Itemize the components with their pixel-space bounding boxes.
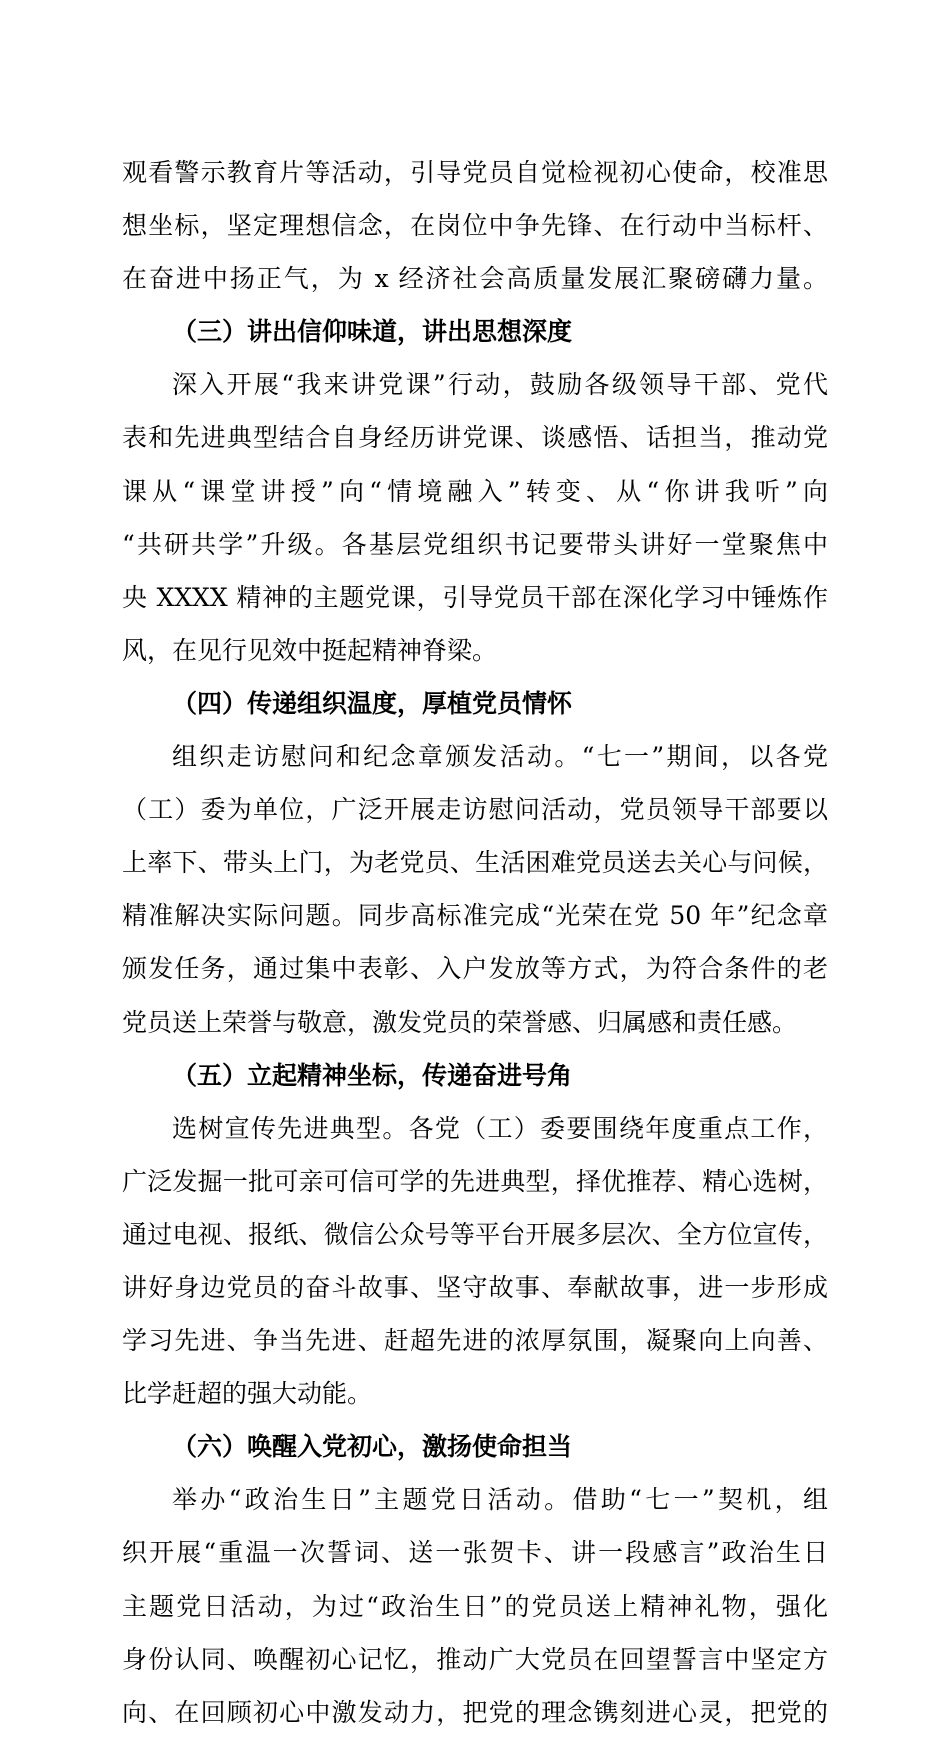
paragraph-line: 党员送上荣誉与敬意，激发党员的荣誉感、归属感和责任感。 — [122, 1007, 798, 1037]
paragraph-line: 广泛发掘一批可亲可信可学的先进典型，择优推荐、精心选树， — [122, 1166, 828, 1196]
paragraph — [122, 730, 828, 1049]
paragraph-line: 表和先进典型结合自身经历讲党课、谈感悟、话担当，推动党 — [122, 423, 828, 453]
paragraph-line: 课从“课堂讲授”向“情境融入”转变、从“你讲我听”向 — [122, 476, 828, 506]
section-heading: （三）讲出信仰味道，讲出思想深度 — [172, 317, 573, 347]
paragraph-line: 身份认同、唤醒初心记忆，推动广大党员在回望誓言中坚定方 — [122, 1644, 828, 1674]
paragraph-line: 讲好身边党员的奋斗故事、坚守故事、奉献故事，进一步形成 — [122, 1272, 828, 1302]
paragraph — [122, 1102, 828, 1421]
section-heading: （五）立起精神坐标，传递奋进号角 — [172, 1060, 573, 1090]
section-heading: （六）唤醒入党初心，激扬使命担当 — [172, 1432, 573, 1462]
paragraph-line: 深入开展“我来讲党课”行动，鼓励各级领导干部、党代 — [172, 370, 828, 400]
document-page — [122, 146, 828, 1739]
paragraph-line: 织开展“重温一次誓词、送一张贺卡、讲一段感言”政治生日 — [122, 1538, 828, 1568]
paragraph-line: 颁发任务，通过集中表彰、入户发放等方式，为符合条件的老 — [122, 954, 828, 984]
paragraph-line: 风，在见行见效中挺起精神脊梁。 — [122, 635, 498, 665]
paragraph-line: （工）委为单位，广泛开展走访慰问活动，党员领导干部要以 — [122, 795, 828, 825]
paragraph — [122, 146, 828, 305]
section-heading: （四）传递组织温度，厚植党员情怀 — [172, 688, 573, 718]
paragraph-line: 主题党日活动，为过“政治生日”的党员送上精神礼物，强化 — [122, 1591, 828, 1621]
paragraph-line: 学习先进、争当先进、赶超先进的浓厚氛围，凝聚向上向善、 — [122, 1326, 828, 1356]
paragraph-line: 在奋进中扬正气，为 x 经济社会高质量发展汇聚磅礴力量。 — [122, 264, 828, 294]
paragraph-line: 观看警示教育片等活动，引导党员自觉检视初心使命，校准思 — [122, 158, 828, 187]
paragraph-line: 想坐标，坚定理想信念，在岗位中争先锋、在行动中当标杆、 — [122, 211, 828, 241]
paragraph-line: 选树宣传先进典型。各党（工）委要围绕年度重点工作， — [172, 1113, 828, 1143]
paragraph-line: “共研共学”升级。各基层党组织书记要带头讲好一堂聚焦中 — [122, 529, 828, 559]
paragraph-line: 通过电视、报纸、微信公众号等平台开展多层次、全方位宣传， — [122, 1219, 828, 1249]
paragraph-line: 比学赶超的强大动能。 — [122, 1379, 373, 1409]
paragraph — [122, 1473, 828, 1738]
paragraph-line: 央 XXXX 精神的主题党课，引导党员干部在深化学习中锤炼作 — [122, 582, 828, 612]
paragraph-line: 精准解决实际问题。同步高标准完成“光荣在党 50 年”纪念章 — [122, 901, 828, 931]
paragraph-line: 上率下、带头上门，为老党员、生活困难党员送去关心与问候， — [122, 848, 828, 878]
paragraph — [122, 358, 828, 677]
paragraph-line: 举办“政治生日”主题党日活动。借助“七一”契机，组 — [172, 1485, 828, 1515]
paragraph-line: 组织走访慰问和纪念章颁发活动。“七一”期间，以各党 — [172, 742, 828, 772]
paragraph-line: 向、在回顾初心中激发动力，把党的理念镌刻进心灵，把党的 — [122, 1697, 828, 1727]
